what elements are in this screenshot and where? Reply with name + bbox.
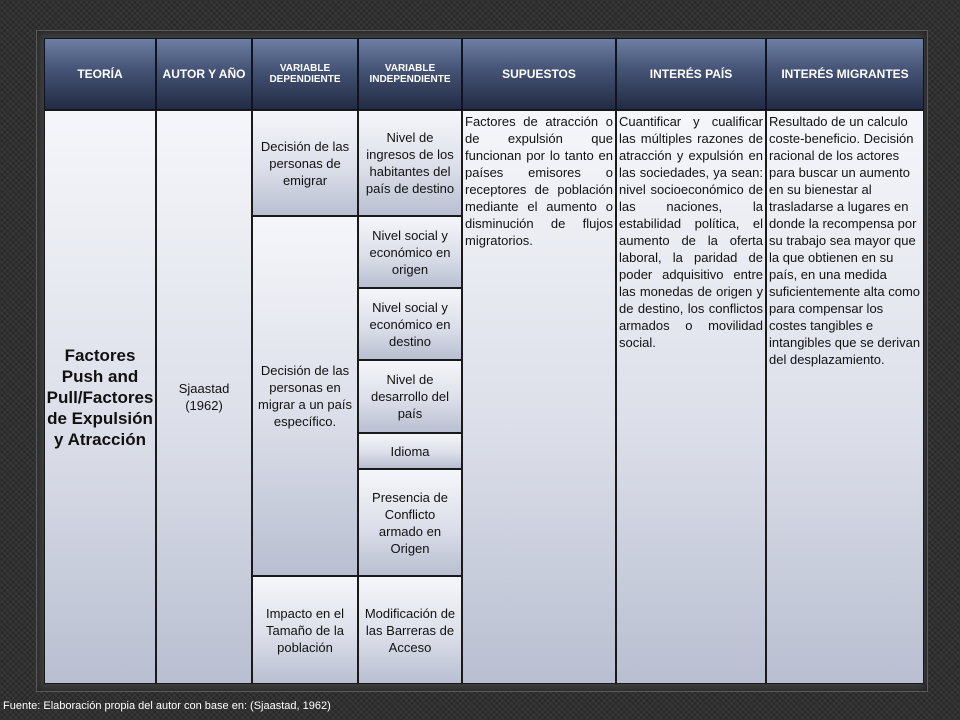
variable-independiente-cell: Idioma (358, 433, 462, 469)
variable-dependiente-cell: Decisión de las personas en migrar a un país específico. (252, 216, 358, 576)
header-autor: AUTOR Y AÑO (156, 38, 252, 110)
header-interes-migrantes: INTERÉS MIGRANTES (766, 38, 924, 110)
variable-independiente-cell: Nivel de ingresos de los habitantes del país de destino (358, 110, 462, 216)
variable-dependiente-cell: Impacto en el Tamaño de la población (252, 576, 358, 684)
header-interes-pais: INTERÉS PAÍS (616, 38, 766, 110)
header-variable-independiente: VARIABLE INDEPENDIENTE (358, 38, 462, 110)
interes-pais-cell: Cuantificar y cualificar las múltiples razones de atracción y expulsión en las sociedades, ya sean: nivel socioeconómico de las naciones, la estabilidad política, el aumento de la oferta laboral, la paridad de poder adquisitivo entre las monedas de origen y de destino, los conflictos armados o movilidad social. (616, 110, 766, 684)
variable-independiente-cell: Presencia de Conflicto armado en Origen (358, 469, 462, 576)
variable-independiente-cell: Nivel social y económico en destino (358, 288, 462, 360)
teoria-cell: Factores Push and Pull/Factores de Expulsión y Atracción (44, 110, 156, 684)
variable-dependiente-cell: Decisión de las personas de emigrar (252, 110, 358, 216)
variable-independiente-cell: Nivel social y económico en origen (358, 216, 462, 288)
supuestos-cell: Factores de atracción o de expulsión que funcionan por lo tanto en países emisores o receptores de población mediante el aumento o disminución de flujos migratorios. (462, 110, 616, 684)
autor-cell: Sjaastad (1962) (156, 110, 252, 684)
header-supuestos: SUPUESTOS (462, 38, 616, 110)
source-note: Fuente: Elaboración propia del autor con base en: (Sjaastad, 1962) (3, 700, 331, 712)
variable-independiente-cell: Modificación de las Barreras de Acceso (358, 576, 462, 684)
header-teoria: TEORÍA (44, 38, 156, 110)
interes-migrantes-cell: Resultado de un calculo coste-beneficio. Decisión racional de los actores para buscar un aumento en su bienestar al trasladarse a lugares en donde la recompensa por su trabajo sea mayor que la que obtienen en su país, en una medida suficientemente alta como para compensar los costes tangibles e intangibles que se derivan del desplazamiento. (766, 110, 924, 684)
variable-independiente-cell: Nivel de desarrollo del país (358, 360, 462, 433)
header-variable-dependiente: VARIABLE DEPENDIENTE (252, 38, 358, 110)
